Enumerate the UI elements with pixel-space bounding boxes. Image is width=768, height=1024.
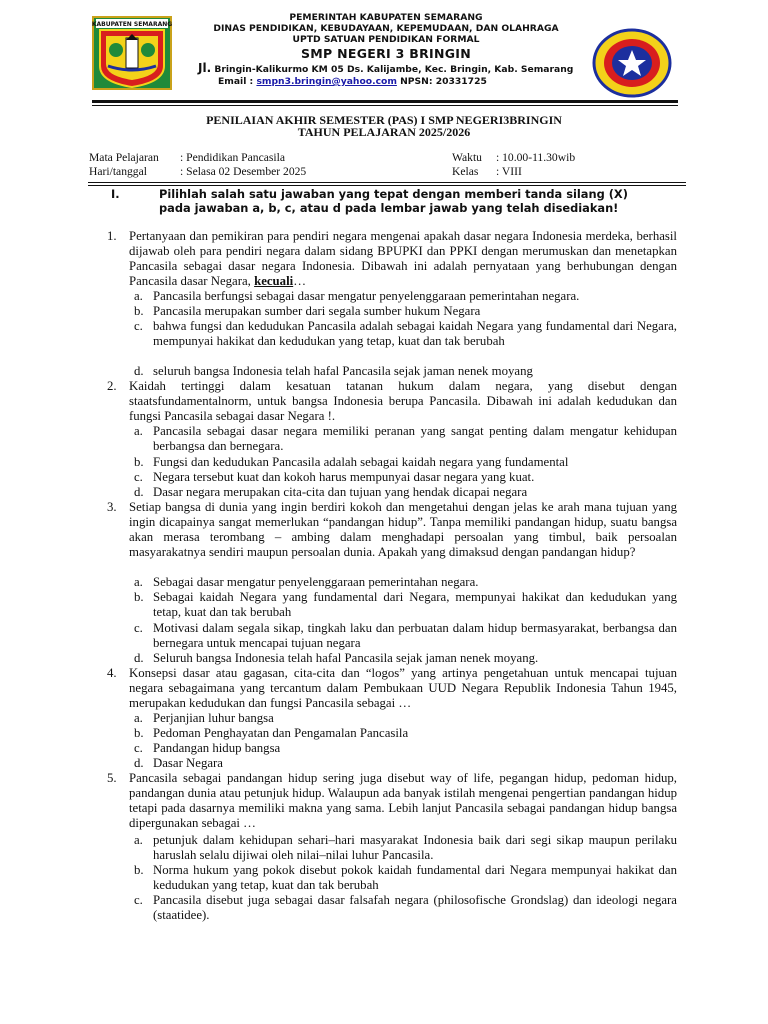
question-emphasis: kecuali <box>254 274 294 288</box>
question-4 <box>107 666 677 711</box>
question-3 <box>107 500 677 560</box>
question-1-option-d[interactable] <box>134 364 677 379</box>
option-label: c. <box>134 893 143 907</box>
letterhead-text <box>186 12 586 87</box>
option-text: Dasar negara merupakan cita-cita dan tujuan yang hendak dicapai negara <box>153 485 528 499</box>
option-label: a. <box>134 833 143 847</box>
option-label: a. <box>134 711 143 725</box>
school-address <box>198 62 586 76</box>
option-text: Sebagai dasar mengatur penyelenggaraan pemerintahan negara. <box>153 575 479 589</box>
question-2-option-d[interactable] <box>134 485 677 500</box>
question-1-option-a[interactable] <box>134 289 677 304</box>
waktu-label: Waktu <box>452 151 482 164</box>
question-5-option-a[interactable] <box>134 833 677 863</box>
option-text: Pancasila disebut juga sebagai dasar falsafah negara (philosofische Grondslag) dan ideologi negara (staatidee). <box>153 893 677 922</box>
option-label: d. <box>134 485 144 499</box>
option-label: c. <box>134 319 143 333</box>
npsn: NPSN: 20331725 <box>400 76 487 87</box>
contact-line <box>218 76 586 87</box>
question-4-option-b[interactable] <box>134 726 677 741</box>
question-3-option-a[interactable] <box>134 575 677 590</box>
question-number: 5. <box>107 771 117 785</box>
kelas-value: : VIII <box>496 165 522 178</box>
letterhead-line-1: PEMERINTAH KABUPATEN SEMARANG <box>289 12 483 23</box>
option-label: b. <box>134 726 144 740</box>
question-4-option-d[interactable] <box>134 756 677 771</box>
question-2 <box>107 379 677 424</box>
question-4-option-c[interactable] <box>134 741 677 756</box>
instruction <box>159 187 679 215</box>
option-text: Dasar Negara <box>153 756 223 770</box>
mapel-label: Mata Pelajaran <box>89 151 159 164</box>
exam-title: PENILAIAN AKHIR SEMESTER (PAS) I SMP NEGERI3BRINGIN <box>206 113 562 127</box>
option-text: Pandangan hidup bangsa <box>153 741 281 755</box>
question-number: 1. <box>107 229 117 243</box>
instruction-line-1: Pilihlah salah satu jawaban yang tepat dengan memberi tanda silang (X) <box>159 187 628 201</box>
question-2-option-b[interactable] <box>134 455 677 470</box>
option-label: c. <box>134 741 143 755</box>
option-text: Seluruh bangsa Indonesia telah hafal Pancasila sejak jaman nenek moyang. <box>153 651 539 665</box>
option-text: petunjuk dalam kehidupan sehari–hari masyarakat Indonesia baik dari segi sikap maupun perilaku haruslah selalu dijiwai oleh nilai–nilai luhur Pancasila. <box>153 833 677 862</box>
question-text: Kaidah tertinggi dalam kesatuan tatanan hukum dalam negara, yang disebut dengan staatsfundamentalnorm, untuk bangsa Indonesia berupa Pancasila. Dibawah ini adalah kedudukan dan fungsi Pancasila sebagai dasar Negara !. <box>129 379 677 423</box>
option-text: Sebagai kaidah Negara yang fundamental dari Negara, mempunyai hakikat dan kedudukan yang tetap, kuat dan tak berubah <box>153 590 677 619</box>
question-5 <box>107 771 677 831</box>
option-label: b. <box>134 863 144 877</box>
question-number: 2. <box>107 379 117 393</box>
question-3-option-c[interactable] <box>134 621 677 651</box>
school-logo <box>592 28 672 98</box>
kelas-label: Kelas <box>452 165 479 178</box>
logo-left-text: KABUPATEN SEMARANG <box>92 21 172 28</box>
option-text: seluruh bangsa Indonesia telah hafal Pancasila sejak jaman nenek moyang <box>153 364 533 378</box>
option-label: a. <box>134 289 143 303</box>
waktu-value: : 10.00-11.30wib <box>496 151 576 164</box>
option-label: d. <box>134 756 144 770</box>
question-5-option-b[interactable] <box>134 863 677 893</box>
option-label: c. <box>134 470 143 484</box>
letterhead-line-2: DINAS PENDIDIKAN, KEBUDAYAAN, KEPEMUDAAN, DAN OLAHRAGA <box>213 23 559 34</box>
option-text: Pancasila merupakan sumber dari segala sumber hukum Negara <box>153 304 481 318</box>
question-number: 4. <box>107 666 117 680</box>
question-text: Pancasila sebagai pandangan hidup sering juga disebut way of life, pegangan hidup, pedoman hidup, pandangan dunia atau petunjuk hidup. Walaupun ada banyak istilah mengenai pengertian pandangan hidup tetapi pada dasarnya memiliki makna yang sama. Lebih lanjut Pancasila sebagai pandangan hidup bangsa dipergunakan sebagai … <box>129 771 677 830</box>
letterhead-line-3: UPTD SATUAN PENDIDIKAN FORMAL <box>292 34 480 45</box>
exam-year: TAHUN PELAJARAN 2025/2026 <box>297 125 471 139</box>
option-label: a. <box>134 424 143 438</box>
option-label: b. <box>134 455 144 469</box>
letterhead-rule-thick <box>92 100 678 103</box>
option-text: Pedoman Penghayatan dan Pengamalan Pancasila <box>153 726 409 740</box>
option-text: Motivasi dalam segala sikap, tingkah laku dan perbuatan dalam hidup bermasyarakat, berbangsa dan bernegara untuk mencapai tujuan negara <box>153 621 677 650</box>
hari-value: : Selasa 02 Desember 2025 <box>180 165 307 178</box>
question-1-option-b[interactable] <box>134 304 677 319</box>
school-name: SMP NEGERI 3 BRINGIN <box>300 46 472 61</box>
question-1 <box>107 229 677 289</box>
letterhead <box>92 10 678 102</box>
option-label: d. <box>134 651 144 665</box>
header-rule-thick <box>88 182 686 183</box>
header-rule-thin <box>88 185 686 186</box>
option-label: b. <box>134 304 144 318</box>
question-text: Pertanyaan dan pemikiran para pendiri negara mengenai apakah dasar negara Indonesia merdeka, berhasil dijawab oleh para pendiri negara dalam sidang BPUPKI dan PPKI dengan merumuskan dan menetapkan Pancasila sebagai dasar negara Indonesia. Dibawah ini adalah pernyataan yang berhubungan dengan Pancasila dasar Negara, <box>129 229 677 288</box>
question-4-option-a[interactable] <box>134 711 677 726</box>
option-label: c. <box>134 621 143 635</box>
question-5-option-c[interactable] <box>134 893 677 923</box>
option-label: b. <box>134 590 144 604</box>
question-text: Setiap bangsa di dunia yang ingin berdiri kokoh dan mengetahui dengan jelas ke arah mana tujuan yang ingin dicapainya sangat memerlukan “pandangan hidup”. Tanpa memiliki pandangan hidup, suatu bangsa akan merasa terombang – ambing dalam menghadapi persoalan yang timbul, baik persoalan masyarakatnya sendiri maupun persoalan dunia. Apakah yang dimaksud dengan pandangan hidup? <box>129 500 677 559</box>
email-label: Email : <box>218 76 254 87</box>
option-label: d. <box>134 364 144 378</box>
section-number: I. <box>111 187 120 201</box>
option-text: Negara tersebut kuat dan kokoh harus mempunyai dasar negara yang kuat. <box>153 470 535 484</box>
question-2-option-a[interactable] <box>134 424 677 454</box>
email-link[interactable]: smpn3.bringin@yahoo.com <box>256 76 397 87</box>
option-label: a. <box>134 575 143 589</box>
question-3-option-d[interactable] <box>134 651 677 666</box>
question-tail: … <box>293 274 306 288</box>
address-prefix: Jl. <box>198 61 212 75</box>
kabupaten-semarang-logo <box>92 16 172 90</box>
hari-label: Hari/tanggal <box>89 165 147 178</box>
question-2-option-c[interactable] <box>134 470 677 485</box>
question-text: Konsepsi dasar atau gagasan, cita-cita dan “logos” yang artinya pengetahuan untuk mencapai tujuan negara sebagaimana yang tercantum dalam Pembukaan UUD Negara Republik Indonesia Tahun 1945, merupakan kedudukan dan fungsi Pancasila sebagai … <box>129 666 677 710</box>
question-1-option-c[interactable] <box>134 319 677 349</box>
option-text: Norma hukum yang pokok disebut pokok kaidah fundamental dari Negara mempunyai hakikat dan kedudukan yang tetap, kuat dan tak berubah <box>153 863 677 892</box>
option-text: Fungsi dan kedudukan Pancasila adalah sebagai kaidah negara yang fundamental <box>153 455 569 469</box>
address-text: Bringin-Kalikurmo KM 05 Ds. Kalijambe, Kec. Bringin, Kab. Semarang <box>214 64 574 75</box>
instruction-line-2: pada jawaban a, b, c, atau d pada lembar jawab yang telah disediakan! <box>159 201 619 215</box>
question-number: 3. <box>107 500 117 514</box>
mapel-value: : Pendidikan Pancasila <box>180 151 285 164</box>
option-text: bahwa fungsi dan kedudukan Pancasila adalah sebagai kaidah Negara yang fundamental dari Negara, mempunyai hakikat dan kedudukan yang tetap, kuat dan tak berubah <box>153 319 677 348</box>
option-text: Perjanjian luhur bangsa <box>153 711 274 725</box>
question-3-option-b[interactable] <box>134 590 677 620</box>
option-text: Pancasila sebagai dasar negara memiliki peranan yang sangat penting dalam mengatur kehidupan berbangsa dan bernegara. <box>153 424 677 453</box>
option-text: Pancasila berfungsi sebagai dasar mengatur penyelenggaraan pemerintahan negara. <box>153 289 580 303</box>
letterhead-rule-thin <box>92 105 678 106</box>
